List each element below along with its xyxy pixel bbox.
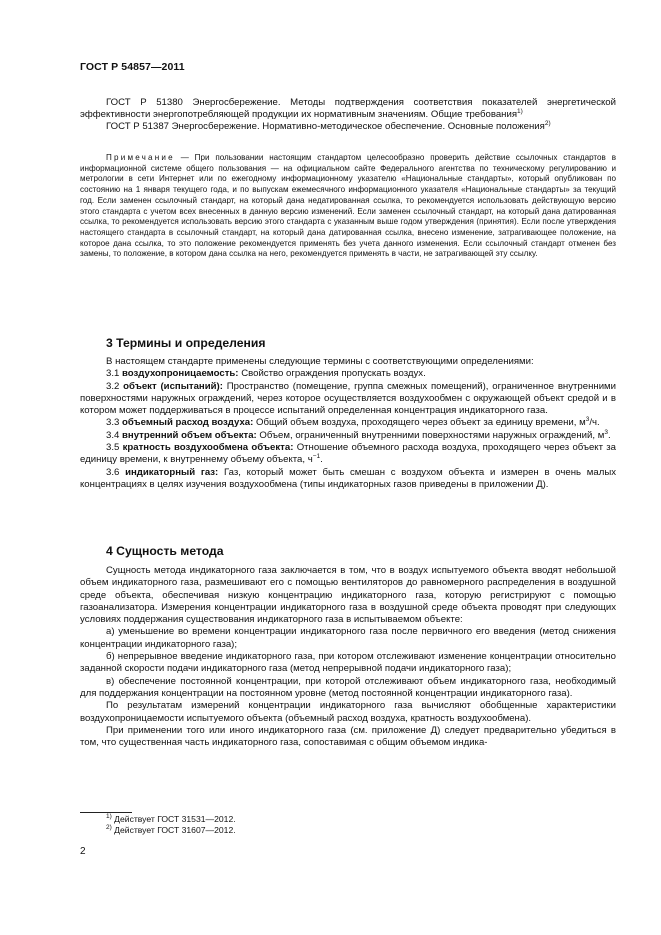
term-definition: 3.2 объект (испытаний): Пространство (помещение, группа смежных помещений), ограниченное внутренними поверхностями наружных ограждений, через которое осуществляется воздухообмен с окружающей объект средой и в котором может поддерживаться в процессе испытаний определенная концентрация индикаторного газа.: [80, 380, 617, 417]
section-3-heading: 3 Термины и определения: [106, 336, 266, 350]
list-item: а) уменьшение во времени концентрации индикаторного газа после первичного его введения (метод снижения концентрации индикаторного газа);: [80, 626, 616, 650]
section-4-heading: 4 Сущность метода: [106, 544, 224, 558]
document-header: ГОСТ Р 54857—2011: [80, 61, 185, 73]
footnote: $^{2)}$ Действует ГОСТ 31607—2012.: [106, 823, 236, 835]
note-block: [80, 153, 616, 260]
footnote: $^{1)}$ Действует ГОСТ 31531—2012.: [106, 813, 236, 824]
paragraph: По результатам измерений концентрации индикаторного газа вычисляют обобщенные характеристики воздухопроницаемости испытуемого объекта (объемный расход воздуха, кратность воздухообмена).: [80, 700, 616, 724]
reference-item: ГОСТ Р 51380 Энергосбережение. Методы подтверждения соответствия показателей энергетической эффективности энергопотребляющей продукции их нормативным значениям. Общие требования$^{1)}$: [80, 97, 616, 120]
paragraph: При применении того или иного индикаторного газа (см. приложение Д) следует предварительно убедиться в том, что существенная часть индикаторного газа, сопоставимая с общим объемом индика-: [80, 724, 616, 749]
section-3-intro: В настоящем стандарте применены следующие термины с соответствующими определениями:: [106, 356, 534, 367]
term-definition: 3.4 внутренний объем объекта: Объем, ограниченный внутренними поверхностями наружных ограждений, $м^3$.: [106, 428, 611, 441]
page-number: 2: [80, 846, 86, 857]
section-4-body: [80, 565, 616, 749]
note-text: — При пользовании настоящим стандартом целесообразно проверить действие ссылочных стандартов в информационной системе общего пользования — на официальном сайте Федерального агентства по техническому регулированию и метрологии в сети Интернет или по ежегодному информационному указателю «Национальные стандарты», который опубликован по состоянию на 1 января текущего года, и по выпускам ежемесячного информационного указателя «Национальные стандарты» за текущий год. Если заменен ссылочный стандарт, на который дана недатированная ссылка, то рекомендуется использовать действующую версию этого стандарта с учетом всех внесенных в данную версию изменений. Если заменен ссылочный стандарт, на который дана датированная ссылка, то рекомендуется использовать версию этого стандарта с указанным выше годом утверждения (принятия). Если после утверждения настоящего стандарта в ссылочный стандарт, на который дана датированная ссылка, внесено изменение, затрагивающее положение, на которое дана ссылка, то это положение рекомендуется применять без учета данного изменения. Если ссылочный стандарт отменен без замены, то положение, в котором дана ссылка на него, рекомендуется применять в части, не затрагивающей эту ссылку.: [80, 153, 616, 259]
reference-item: ГОСТ Р 51387 Энергосбережение. Нормативно-методическое обеспечение. Основные положения$^{2)}$: [106, 120, 551, 132]
term-definition: 3.6 индикаторный газ: Газ, который может быть смешан с воздухом объекта и измерен в очень малых концентрациях в целях изучения воздухообмена (типы индикаторных газов приведены в приложении Д).: [80, 466, 617, 490]
section-3-body: [80, 356, 616, 491]
paragraph: Сущность метода индикаторного газа заключается в том, что в воздух испытуемого объекта вводят небольшой объем индикаторного газа, размешивают его с помощью вентиляторов до равномерного распределения в воздушной среде объекта, обеспечивая низкую концентрацию индикаторного газа, которую регистрируют с помощью газоанализатора. Измерения концентрации индикаторного газа в воздушной среде объекта проводят при следующих условиях поддержания существования индикаторного газа в испытываемом объекте:: [80, 565, 616, 626]
term-definition: 3.3 объемный расход воздуха: Общий объем воздуха, проходящего через объект за единицу времени, $м^3/ч$.: [106, 416, 600, 429]
footnotes: [106, 814, 236, 836]
list-item: в) обеспечение постоянной концентрации, при которой отслеживают объем индикаторного газа, необходимый для поддержания концентрации на постоянном уровне (метод постоянной концентрации индикаторного газа).: [80, 675, 616, 699]
note-label: Примечание: [106, 153, 175, 162]
list-item: б) непрерывное введение индикаторного газа, при котором отслеживают изменение концентрации относительно заданной скорости подачи индикаторного газа (метод непрерывной подачи индикаторного газа);: [80, 651, 616, 675]
term-definition: 3.5 кратность воздухообмена объекта: Отношение объемного расхода воздуха, проходящего через объект за единицу времени, к внутреннему объему объекта, $ч^{-1}$.: [80, 442, 616, 466]
term-definition: 3.1 воздухопроницаемость: Свойство ограждения пропускать воздух.: [106, 368, 426, 380]
normative-references: [80, 97, 616, 133]
